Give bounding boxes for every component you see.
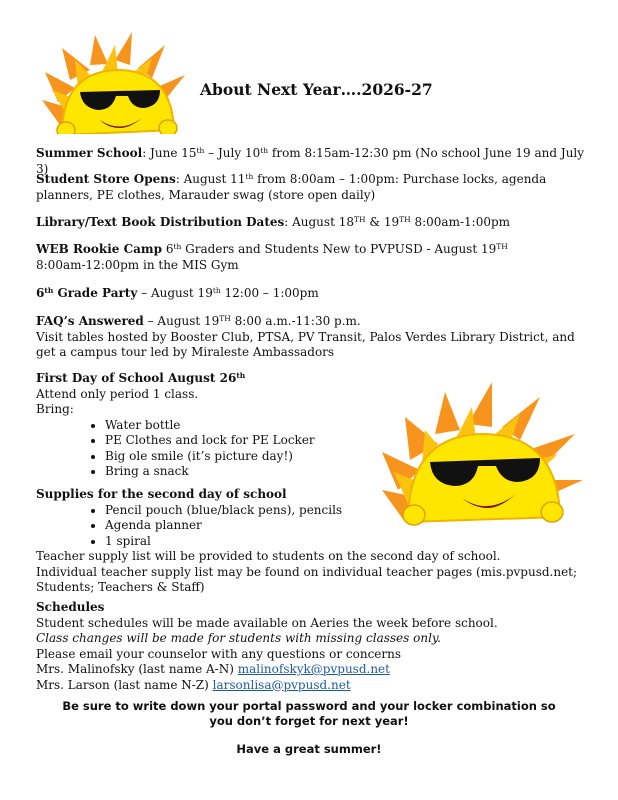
web-camp-section	[36, 242, 592, 273]
student-store-label: Student Store Opens	[36, 172, 176, 186]
library-text: 8:00am-1:00pm	[410, 215, 511, 229]
store-text: from 8:00am – 1:00pm: Purchase locks, agenda planners, PE clothes, Marauder swag (store open daily)	[36, 172, 547, 202]
faq-description: Visit tables hosted by Booster Club, PTSA, PV Transit, Palos Verdes Library District, and get a campus tour led by Miraleste Ambassadors	[36, 329, 575, 359]
bring-list	[36, 418, 396, 480]
party-text: – August 19	[137, 286, 213, 300]
web-text: 8:00am-12:00pm in the MIS Gym	[36, 257, 239, 272]
grade-party-label	[36, 286, 137, 300]
summer-text: – July 10	[204, 146, 261, 160]
summer-text: from 8:15am-12:30 pm (No school June 19 and July 3)	[36, 146, 585, 176]
supplies-section	[36, 487, 592, 596]
library-label: Library/Text Book Distribution Dates	[36, 215, 285, 229]
bring-label: Bring:	[36, 402, 74, 416]
sun-with-sunglasses-icon	[40, 30, 190, 142]
schedules-line: Student schedules will be made available on Aeries the week before school.	[36, 615, 498, 630]
grade-party-section	[36, 286, 592, 302]
ordinal: th	[44, 286, 54, 295]
ordinal: TH	[353, 215, 366, 224]
ordinal: th	[260, 146, 269, 155]
web-text: 6	[162, 242, 174, 256]
summer-school-label: Summer School	[36, 146, 143, 160]
schedules-line: Please email your counselor with any questions or concerns	[36, 646, 402, 661]
list-item: • 1 spiral	[105, 534, 592, 550]
first-day-line: Attend only period 1 class.	[36, 386, 199, 401]
web-text: Graders and Students New to PVPUSD - August 19	[181, 242, 497, 256]
supplies-label: Supplies for the second day of school	[36, 487, 287, 501]
first-day-section	[36, 371, 396, 480]
first-day-label	[36, 371, 245, 385]
list-item: • Agenda planner	[105, 518, 592, 534]
counselor-1: Mrs. Malinofsky (last name A-N)	[36, 662, 238, 676]
counselor-2: Mrs. Larson (last name N-Z)	[36, 677, 213, 692]
ordinal: th	[196, 146, 205, 155]
schedules-label: Schedules	[36, 600, 105, 614]
faq-text: – August 19	[143, 314, 220, 328]
page-title: About Next Year….2026-27	[200, 80, 433, 99]
ordinal: th	[245, 172, 254, 181]
store-text: : August 11	[175, 172, 246, 186]
supplies-note: Teacher supply list will be provided to students on the second day of school.	[36, 549, 501, 563]
web-camp-label: WEB Rookie Camp	[36, 242, 163, 256]
faq-text: 8:00 a.m.-11:30 p.m.	[230, 314, 361, 328]
ordinal: th	[212, 286, 221, 295]
party-label-text: Grade Party	[53, 286, 138, 300]
library-section	[36, 215, 592, 231]
library-text: : August 18	[284, 215, 354, 229]
first-day-label-text: First Day of School August 26	[36, 371, 237, 385]
ordinal: th	[236, 371, 246, 380]
faq-label: FAQ’s Answered	[36, 314, 144, 328]
farewell-text: Have a great summer!	[236, 742, 382, 756]
library-text: & 19	[365, 215, 400, 229]
student-store-section	[36, 172, 592, 203]
ordinal: TH	[399, 215, 411, 224]
list-item: • Bring a snack	[105, 464, 396, 480]
party-text: 12:00 – 1:00pm	[220, 286, 319, 300]
supplies-list	[36, 503, 592, 550]
ordinal: TH	[219, 314, 231, 323]
ordinal: th	[173, 242, 182, 251]
counselor-1-email-link[interactable]: malinofskyk@pvpusd.net	[237, 662, 390, 676]
list-item: • Water bottle	[105, 418, 396, 434]
reminder-text: Be sure to write down your portal password and your locker combination so you don’t forget for next year!	[62, 699, 556, 728]
party-label-number: 6	[36, 286, 45, 300]
list-item: • Big ole smile (it’s picture day!)	[105, 449, 396, 465]
schedules-italic-line: Class changes will be made for students with missing classes only.	[36, 631, 441, 645]
ordinal: TH	[496, 242, 508, 251]
schedules-section	[36, 600, 592, 693]
faq-section	[36, 314, 592, 361]
list-item: • Pencil pouch (blue/black pens), pencils	[105, 503, 592, 519]
counselor-2-email-link[interactable]: larsonlisa@pvpusd.net	[212, 677, 351, 692]
summer-text: : June 15	[142, 146, 197, 160]
supplies-note: Individual teacher supply list may be found on individual teacher pages (mis.pvpusd.net; Students; Teachers & Staff)	[36, 564, 578, 594]
list-item: • PE Clothes and lock for PE Locker	[105, 433, 396, 449]
